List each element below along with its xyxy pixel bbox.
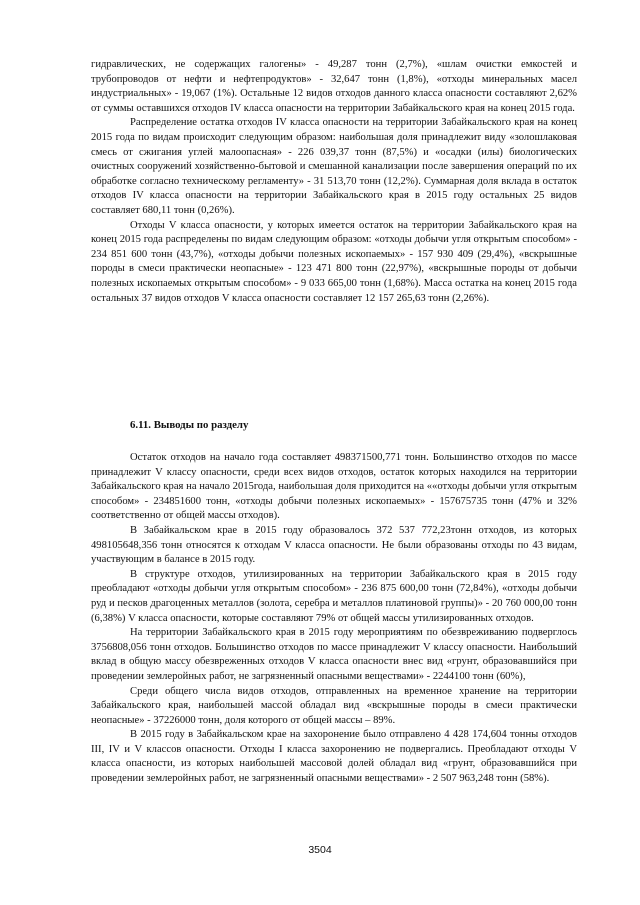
paragraph: Остаток отходов на начало года составляет 498371500,771 тонн. Большинство отходов по массе принадлежит V классу опасности, среди всех видов отходов, остаток которых находился на территории Забайкальского края на начало 2015года, наибольшая доля приходится на ««отходы добычи угля открытым способом» - 234851600 тонн, «отходы добычи полезных ископаемых» - 157675735 тонн (47% и 32% соответственно от общей массы отходов). — [91, 452, 577, 522]
paragraph: Распределение остатка отходов IV класса опасности на территории Забайкальского края на конец 2015 года по видам происходит следующим образом: наибольшая доля принадлежит виду «золошлаковая смесь от сжигания углей малоопасная» - 226 039,37 тонн (87,5%) и «осадки (илы) биологических очистных сооружений хозяйственно-бытовой и смешанной канализации после завершения операций по их обработкe согласно техническому регламенту» - 31 513,70 тонн (12,2%). Суммарная доля вклада в остаток отходов IV класса опасности на территории Забайкальского края в 2015 году остальных 25 видов составляет 680,11 тонн (0,26%). — [91, 117, 577, 216]
paragraph: На территории Забайкальского края в 2015 году мероприятиям по обезвреживанию подверглось 3756808,056 тонн отходов. Большинство отходов по массе принадлежит V классу опасности. Наибольший вклад в общую массу обезвреженных отходов V класса опасности внес вид «грунт, образовавшийся при проведении землеройных работ, не загрязненный опасными веществами» - 2244100 тонн (60%), — [91, 627, 577, 682]
text-block-conclusions — [91, 451, 577, 787]
paragraph: Среди общего числа видов отходов, отправленных на временное хранение на территории Забайкальского края, наибольшей массой обладал вид «вскрышные породы в смеси практически неопасные» - 37226000 тонн, доля которого от общей массы – 89%. — [91, 685, 577, 726]
paragraph: В структуре отходов, утилизированных на территории Забайкальского края в 2015 году преобладают «отходы добычи угля открытым способом» - 236 875 600,00 тонн (72,84%), «отходы добычи руд и песков драгоценных металлов (золота, серебра и металлов платиновой группы)» - 20 760 000,00 тонн (6,38%) V класса опасности, которые составляют 79% от общей массы утилизированных отходов. — [91, 568, 577, 624]
text-block-top — [91, 58, 577, 306]
paragraph: В Забайкальском крае в 2015 году образовалось 372 537 772,23тонн отходов, из которых 498105648,356 тонн относятся к отходам V класса опасности. Не были образованы отходы по 43 видам, участвующим в балансе в 2015 году. — [91, 524, 577, 566]
paragraph: гидравлических, не содержащих галогены» - 49,287 тонн (2,7%), «шлам очистки емкостей и трубопроводов от нефти и нефтепродуктов» - 32,647 тонн (1,8%), «отходы минеральных масел индустриальных» - 19,067 (1%). Остальные 12 видов отходов данного класса опасности составляют 2,62% от суммы оставшихся отходов IV класса опасности на территории Забайкальского края на конец 2015 года. — [91, 59, 577, 114]
page-number: 3504 — [308, 844, 332, 856]
section-heading: 6.11. Выводы по разделу — [130, 419, 249, 431]
paragraph: В 2015 году в Забайкальском крае на захоронение было отправлено 4 428 174,604 тонны отходов III, IV и V классов опасности. Отходы I класса захоронению не подвергались. Преобладают отходы V класса опасности, из которых наибольшей массовой долей обладал вид «грунт, образовавшийся при проведении землеройных работ, не загрязненный опасными веществами» - 2 507 963,248 тонн (58%). — [91, 729, 577, 785]
paragraph: Отходы V класса опасности, у которых имеется остаток на территории Забайкальского края на конец 2015 года распределены по видам следующим образом: «отходы добычи угля открытым способом» - 234 851 600 тонн (43,7%), «отходы добычи полезных ископаемых» - 157 930 409 (29,4%), «вскрышные породы в смеси практически неопасные» - 123 471 800 тонн (22,97%), «вскрышные породы от добычи полезных ископаемых открытым способом» - 9 033 665,00 тонн (1,68%). Масса остатка на конец 2015 года остальных 37 видов отходов V класса опасности составляет 12 157 265,63 тонн (2,26%). — [91, 219, 577, 304]
